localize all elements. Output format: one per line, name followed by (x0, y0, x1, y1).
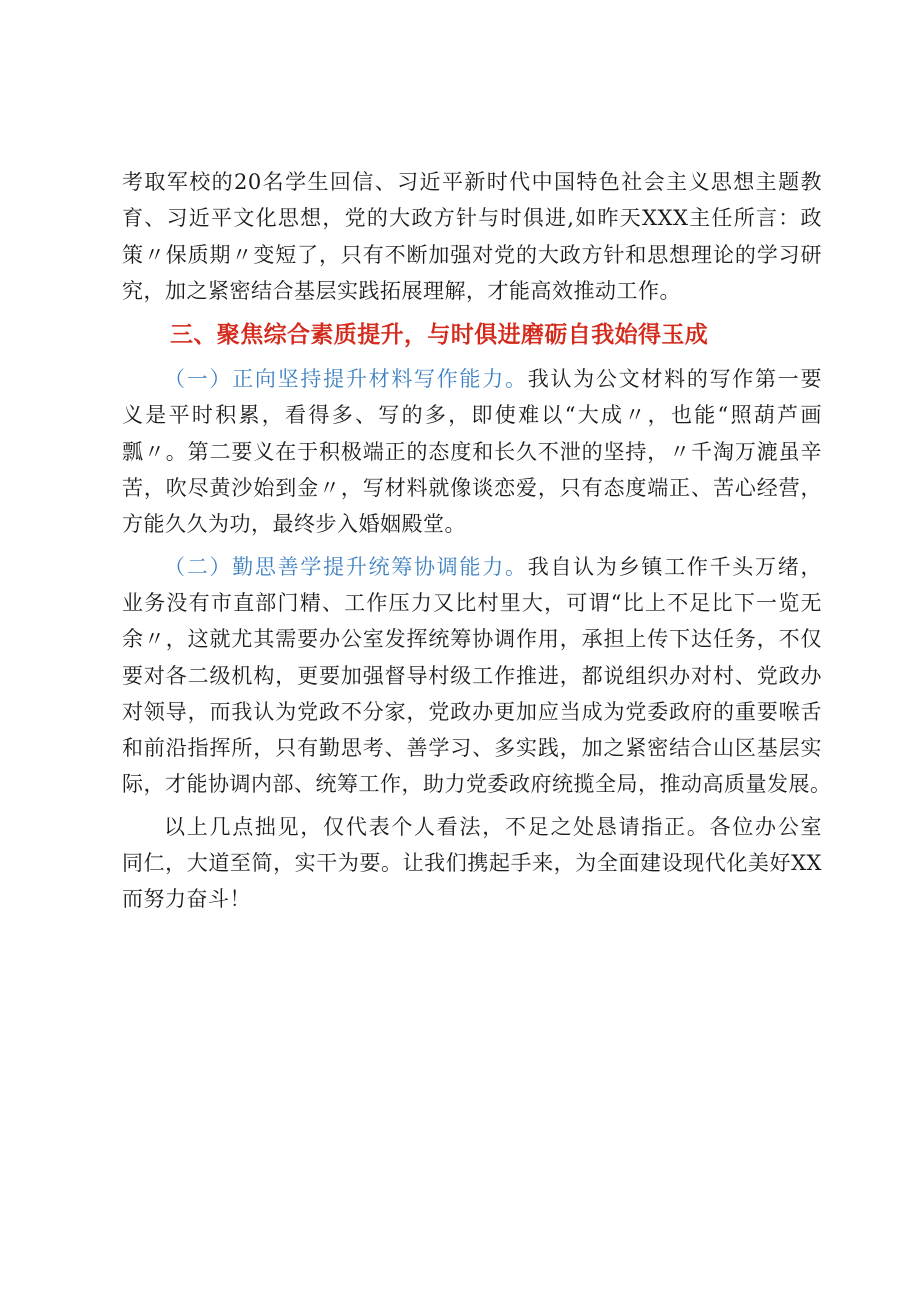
text-line: 对领导，而我认为党政不分家，党政办更加应当成为党委政府的重要喉舌 (122, 699, 822, 724)
text-fragment: 我认为公文材料的写作第一要 (527, 367, 823, 392)
text-line: 考取军校的20名学生回信、习近平新时代中国特色社会主义思想主题教 (122, 170, 822, 194)
text-line: 和前沿指挥所，只有勤思考、善学习、多实践，加之紧密结合山区基层实 (122, 736, 822, 761)
subsection-title: （一）正向坚持提升材料写作能力。 (164, 367, 528, 392)
text-line: 余〃，这就尤其需要办公室发挥统筹协调作用，承担上传下达任务，不仅 (122, 627, 822, 652)
section-heading: 三、聚焦综合素质提升，与时俱进磨砺自我始得玉成 (170, 322, 709, 349)
text-line: 同仁，大道至简，实干为要。让我们携起手来，为全面建设现代化美好XX (122, 851, 822, 876)
paragraph-coordination (122, 549, 832, 803)
text-line: 策〃保质期〃变短了，只有不断加强对党的大政方针和思想理论的学习研 (122, 242, 822, 267)
text-line: 义是平时积累，看得多、写的多，即使难以“大成〃，也能“照葫芦画 (122, 403, 822, 428)
text-line: 际，才能协调内部、统筹工作，助力党委政府统揽全局，推动高质量发展。 (122, 772, 832, 797)
subsection-title: （二）勤思善学提升统筹协调能力。 (164, 554, 528, 579)
text-fragment: 我自认为乡镇工作千头万绪， (527, 554, 823, 579)
paragraph-study (122, 164, 822, 309)
text-line: 苦，吹尽黄沙始到金〃，写材料就像谈恋爱，只有态度端正、苦心经营， (122, 476, 822, 501)
text-line: 究，加之紧密结合基层实践拓展理解，才能高效推动工作。 (122, 278, 681, 303)
paragraph-closing (122, 809, 822, 918)
text-line (122, 549, 822, 585)
text-line: 业务没有市直部门精、工作压力又比村里大，可谓“比上不足比下一览无 (122, 590, 822, 615)
text-line (122, 361, 822, 397)
text-line: 瓢〃。第二要义在于积极端正的态度和长久不泄的坚持，〃千淘万漉虽辛 (122, 439, 822, 464)
paragraph-writing (122, 361, 822, 542)
text-line: 育、习近平文化思想，党的大政方针与时俱进,如昨天XXX主任所言：政 (122, 206, 822, 231)
text-line: 而努力奋斗！ (122, 887, 251, 912)
text-line: 以上几点拙见，仅代表个人看法，不足之处恳请指正。各位办公室 (164, 814, 822, 839)
text-line: 方能久久为功，最终步入婚姻殿堂。 (122, 512, 466, 537)
document-page (122, 164, 832, 918)
text-line: 要对各二级机构，更要加强督导村级工作推进，都说组织办对村、党政办 (122, 663, 822, 688)
